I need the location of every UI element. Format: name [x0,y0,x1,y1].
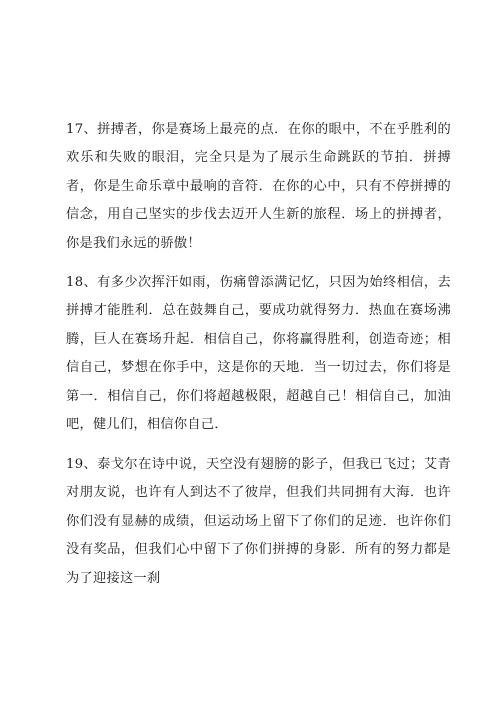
paragraph-17: 17、拼搏者，你是赛场上最亮的点．在你的眼中，不在乎胜利的欢乐和失败的眼泪，完全只是为了展示生命跳跃的节拍．拼搏者，你是生命乐章中最响的音符．在你的心中，只有不停拼搏的信念，用自己坚实的步伐去迈开人生新的旅程．场上的拼搏者，你是我们永远的骄傲！ [66,122,451,251]
paragraph-18: 18、有多少次挥汗如雨，伤痛曾添满记忆，只因为始终相信，去拼搏才能胜利．总在鼓舞自己，要成功就得努力．热血在赛场沸腾，巨人在赛场升起．相信自己，你将赢得胜利，创造奇迹；相信自己，梦想在你手中，这是你的天地．当一切过去，你们将是第一．相信自己，你们将超越极限，超越自己！相信自己，加油吧，健儿们，相信你自己． [66,275,451,433]
paragraph-19: 19、泰戈尔在诗中说，天空没有翅膀的影子，但我已飞过；艾青对朋友说，也许有人到达不了彼岸，但我们共同拥有大海．也许你们没有显赫的成绩，但运动场上留下了你们的足迹．也许你们没有奖品，但我们心中留下了你们拼搏的身影．所有的努力都是为了迎接这一刹 [66,457,451,586]
